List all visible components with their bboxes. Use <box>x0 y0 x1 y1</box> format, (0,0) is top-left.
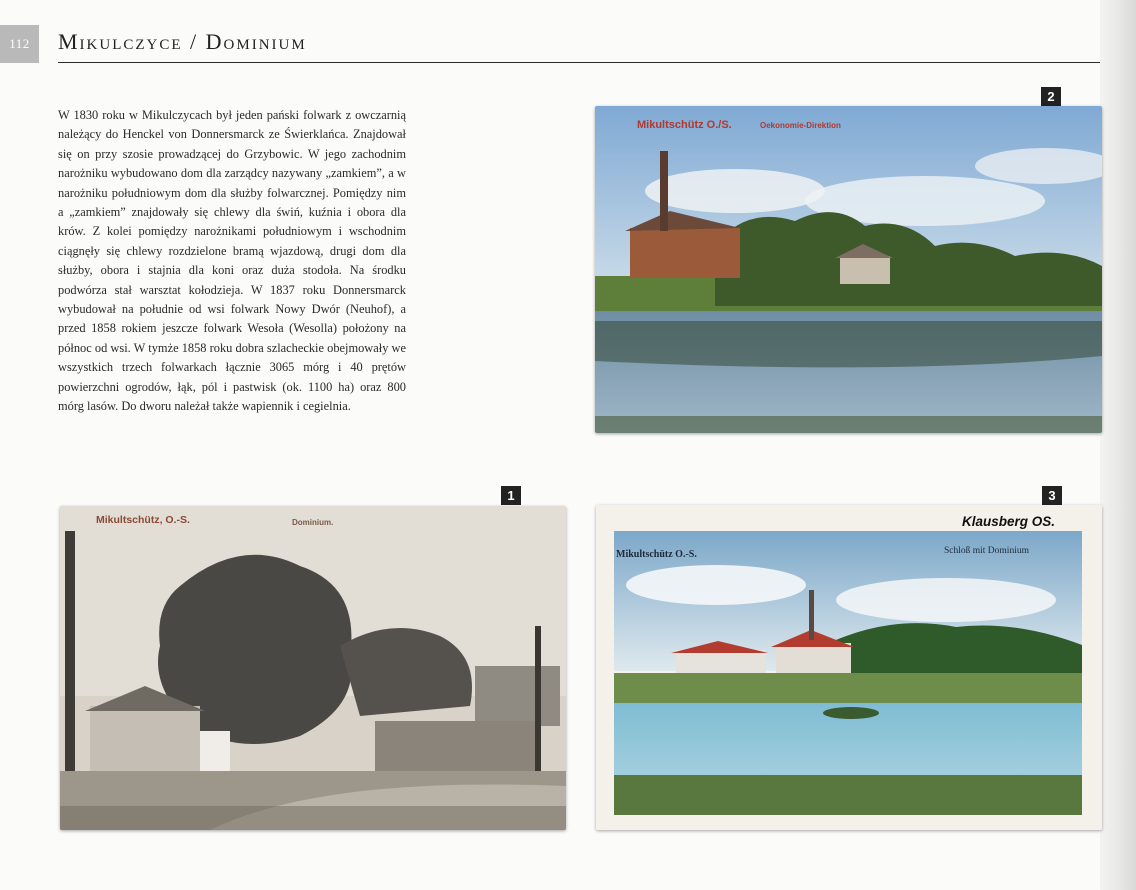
postcard-1-place-label: Mikultschütz, O.-S. <box>96 514 190 526</box>
body-paragraph: W 1830 roku w Mikulczycach był jeden pański folwark z owczarnią należący do Henckel von Donnersmarck ze Świerklańca. Znajdował się on przy szosie prowadzącej do Grzybowic. W jego zachodnim narożniku wybudowano dom dla zarządcy nazywany „zamkiem”, a w narożniku południowym dom dla służby folwarcznej. Pomiędzy nim a „zamkiem” znajdowały się chlewy dla świń, kuźnia i obora dla krów. Z kolei pomiędzy narożnikami południowym i wschodnim ciągnęły się chlewy rozdzielone bramą wjazdową, drugi dom dla służby, obora i stajnia dla koni oraz duża stodoła. Na środku podwórza stał warsztat kołodzieja. W 1837 roku Donnersmarck wybudował na południe od wsi folwark Nowy Dwór (Neuhof), a przed 1858 rokiem jeszcze folwark Wesoła (Wesolla) położony na północ od wsi. W tymże 1858 roku dobra szlacheckie obejmowały we wszystkich trzech folwarkach łącznie 3065 mórg i 40 prętów powierzchni ogrodów, łąk, pól i pastwisk (ok. 1100 ha) oraz 800 mórg lasów. Do dworu należał także wapiennik i cegielnia. <box>58 108 406 414</box>
header-rule <box>58 62 1100 63</box>
postcard-2-place-label: Mikultschütz O./S. <box>637 119 732 131</box>
postcard-3-place-label: Mikultschütz O.-S. <box>616 549 697 560</box>
postcard-1-image <box>60 506 566 830</box>
postcard-2 <box>595 106 1102 433</box>
postcard-3 <box>596 505 1102 830</box>
page-number-box <box>0 25 39 63</box>
postcard-2-caption-label: Oekonomie-Direktion <box>760 121 841 130</box>
postcard-1-caption-label: Dominium. <box>292 518 334 527</box>
page-number: 112 <box>9 36 30 51</box>
figure-number-1: 1 <box>501 486 521 505</box>
figure-number-3: 3 <box>1042 486 1062 505</box>
postcard-3-caption-label: Schloß mit Dominium <box>944 546 1029 556</box>
postcard-2-image <box>595 106 1102 433</box>
postcard-1 <box>60 506 566 830</box>
postcard-3-title-label: Klausberg OS. <box>962 514 1056 529</box>
figure-number-2: 2 <box>1041 87 1061 106</box>
page-edge <box>1100 0 1136 890</box>
running-head: Mikulczyce / Dominium <box>58 29 307 54</box>
